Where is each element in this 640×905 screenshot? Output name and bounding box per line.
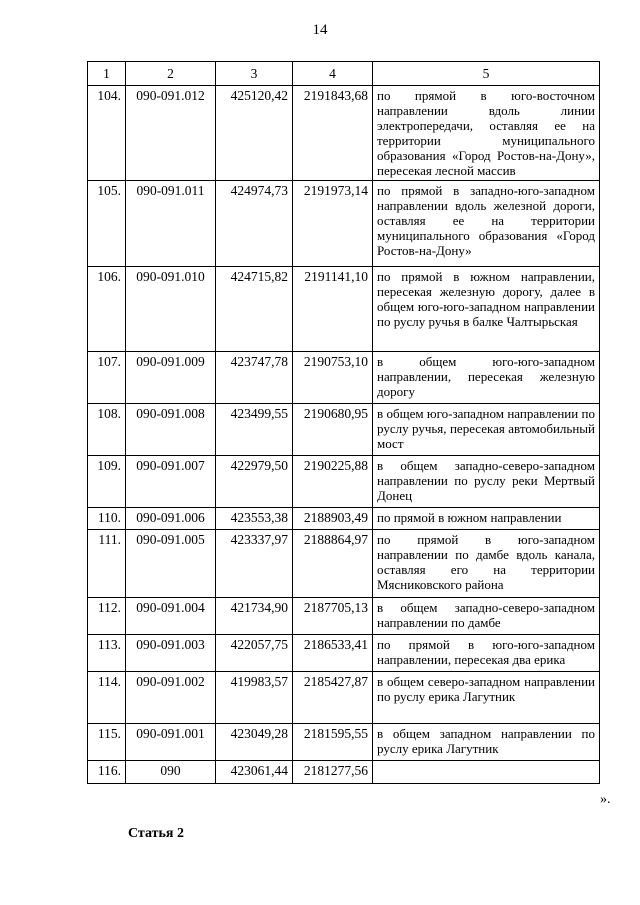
- point-code: 090-091.002: [126, 672, 216, 724]
- row-number: 105.: [88, 181, 126, 267]
- boundary-description: по прямой в южном направлении: [373, 508, 600, 530]
- coordinate-x: 423337,97: [216, 530, 293, 598]
- table-row: [88, 456, 600, 508]
- boundary-table: [87, 61, 600, 784]
- table-row: [88, 508, 600, 530]
- page-number: 14: [312, 22, 328, 38]
- table-row: [88, 530, 600, 598]
- table-row: [88, 352, 600, 404]
- table-body: [88, 86, 600, 784]
- point-code: 090-091.007: [126, 456, 216, 508]
- row-number: 112.: [88, 598, 126, 635]
- coordinate-x: 425120,42: [216, 86, 293, 181]
- row-number: 115.: [88, 724, 126, 761]
- coordinate-y: 2185427,87: [293, 672, 373, 724]
- boundary-description: по прямой в юго-западном направлении по дамбе вдоль канала, оставляя его на территории Мясниковского района: [373, 530, 600, 598]
- boundary-description: в общем западно-северо-западном направлении по руслу реки Мертвый Донец: [373, 456, 600, 508]
- header-row: [88, 62, 600, 86]
- table-row: [88, 672, 600, 724]
- boundary-description: по прямой в южном направлении, пересекая железную дорогу, далее в общем юго-юго-западном направлении по руслу ручья в балке Чалтырьская: [373, 267, 600, 352]
- point-code: 090-091.003: [126, 635, 216, 672]
- coordinate-x: 423553,38: [216, 508, 293, 530]
- coordinate-y: 2191141,10: [293, 267, 373, 352]
- row-number: 111.: [88, 530, 126, 598]
- point-code: 090-091.009: [126, 352, 216, 404]
- coordinate-y: 2190753,10: [293, 352, 373, 404]
- table-row: [88, 267, 600, 352]
- point-code: 090-091.011: [126, 181, 216, 267]
- row-number: 104.: [88, 86, 126, 181]
- table-row: [88, 181, 600, 267]
- table-row: [88, 404, 600, 456]
- boundary-description: по прямой в юго-восточном направлении вдоль линии электропередачи, оставляя ее на территории муниципального образования «Город Ростов-на-Дону», пересекая лесной массив: [373, 86, 600, 181]
- header-col-4: 4: [293, 62, 373, 86]
- row-number: 109.: [88, 456, 126, 508]
- header-col-1: 1: [88, 62, 126, 86]
- coordinate-x: 421734,90: [216, 598, 293, 635]
- coordinate-x: 422057,75: [216, 635, 293, 672]
- coordinate-x: 423049,28: [216, 724, 293, 761]
- coordinate-y: 2181595,55: [293, 724, 373, 761]
- point-code: 090-091.006: [126, 508, 216, 530]
- boundary-description: по прямой в западно-юго-западном направлении вдоль железной дороги, оставляя ее на территории муниципального образования «Город Ростов-на-Дону»: [373, 181, 600, 267]
- row-number: 107.: [88, 352, 126, 404]
- row-number: 108.: [88, 404, 126, 456]
- table-row: [88, 598, 600, 635]
- point-code: 090-091.004: [126, 598, 216, 635]
- table-header: [88, 62, 600, 86]
- coordinate-x: 424715,82: [216, 267, 293, 352]
- table-row: [88, 86, 600, 181]
- coordinate-y: 2188864,97: [293, 530, 373, 598]
- row-number: 114.: [88, 672, 126, 724]
- header-col-5: 5: [373, 62, 600, 86]
- point-code: 090-091.005: [126, 530, 216, 598]
- row-number: 110.: [88, 508, 126, 530]
- point-code: 090-091.012: [126, 86, 216, 181]
- boundary-description: в общем юго-западном направлении по руслу ручья, пересекая автомобильный мост: [373, 404, 600, 456]
- table-row: [88, 724, 600, 761]
- row-number: 113.: [88, 635, 126, 672]
- coordinate-y: 2191973,14: [293, 181, 373, 267]
- coordinate-x: 423061,44: [216, 761, 293, 784]
- point-code: 090-091.008: [126, 404, 216, 456]
- coordinate-x: 423499,55: [216, 404, 293, 456]
- point-code: 090-091.001: [126, 724, 216, 761]
- table-row: [88, 635, 600, 672]
- row-number: 116.: [88, 761, 126, 784]
- coordinate-y: 2186533,41: [293, 635, 373, 672]
- coordinate-x: 423747,78: [216, 352, 293, 404]
- coordinate-x: 422979,50: [216, 456, 293, 508]
- boundary-description: [373, 761, 600, 784]
- point-code: 090: [126, 761, 216, 784]
- boundary-description: по прямой в юго-юго-западном направлении, пересекая два ерика: [373, 635, 600, 672]
- table-row: [88, 761, 600, 784]
- article-heading: Статья 2: [128, 826, 184, 841]
- boundary-description: в общем западном направлении по руслу ерика Лагутник: [373, 724, 600, 761]
- coordinate-y: 2190225,88: [293, 456, 373, 508]
- boundary-description: в общем юго-юго-западном направлении, пересекая железную дорогу: [373, 352, 600, 404]
- coordinate-y: 2190680,95: [293, 404, 373, 456]
- row-number: 106.: [88, 267, 126, 352]
- header-col-2: 2: [126, 62, 216, 86]
- coordinate-x: 419983,57: [216, 672, 293, 724]
- coordinate-y: 2191843,68: [293, 86, 373, 181]
- boundary-description: в общем северо-западном направлении по руслу ерика Лагутник: [373, 672, 600, 724]
- coordinate-x: 424974,73: [216, 181, 293, 267]
- coordinate-y: 2187705,13: [293, 598, 373, 635]
- point-code: 090-091.010: [126, 267, 216, 352]
- boundary-description: в общем западно-северо-западном направлении по дамбе: [373, 598, 600, 635]
- coordinate-y: 2181277,56: [293, 761, 373, 784]
- coordinate-y: 2188903,49: [293, 508, 373, 530]
- closing-quote-mark: ».: [600, 792, 611, 807]
- header-col-3: 3: [216, 62, 293, 86]
